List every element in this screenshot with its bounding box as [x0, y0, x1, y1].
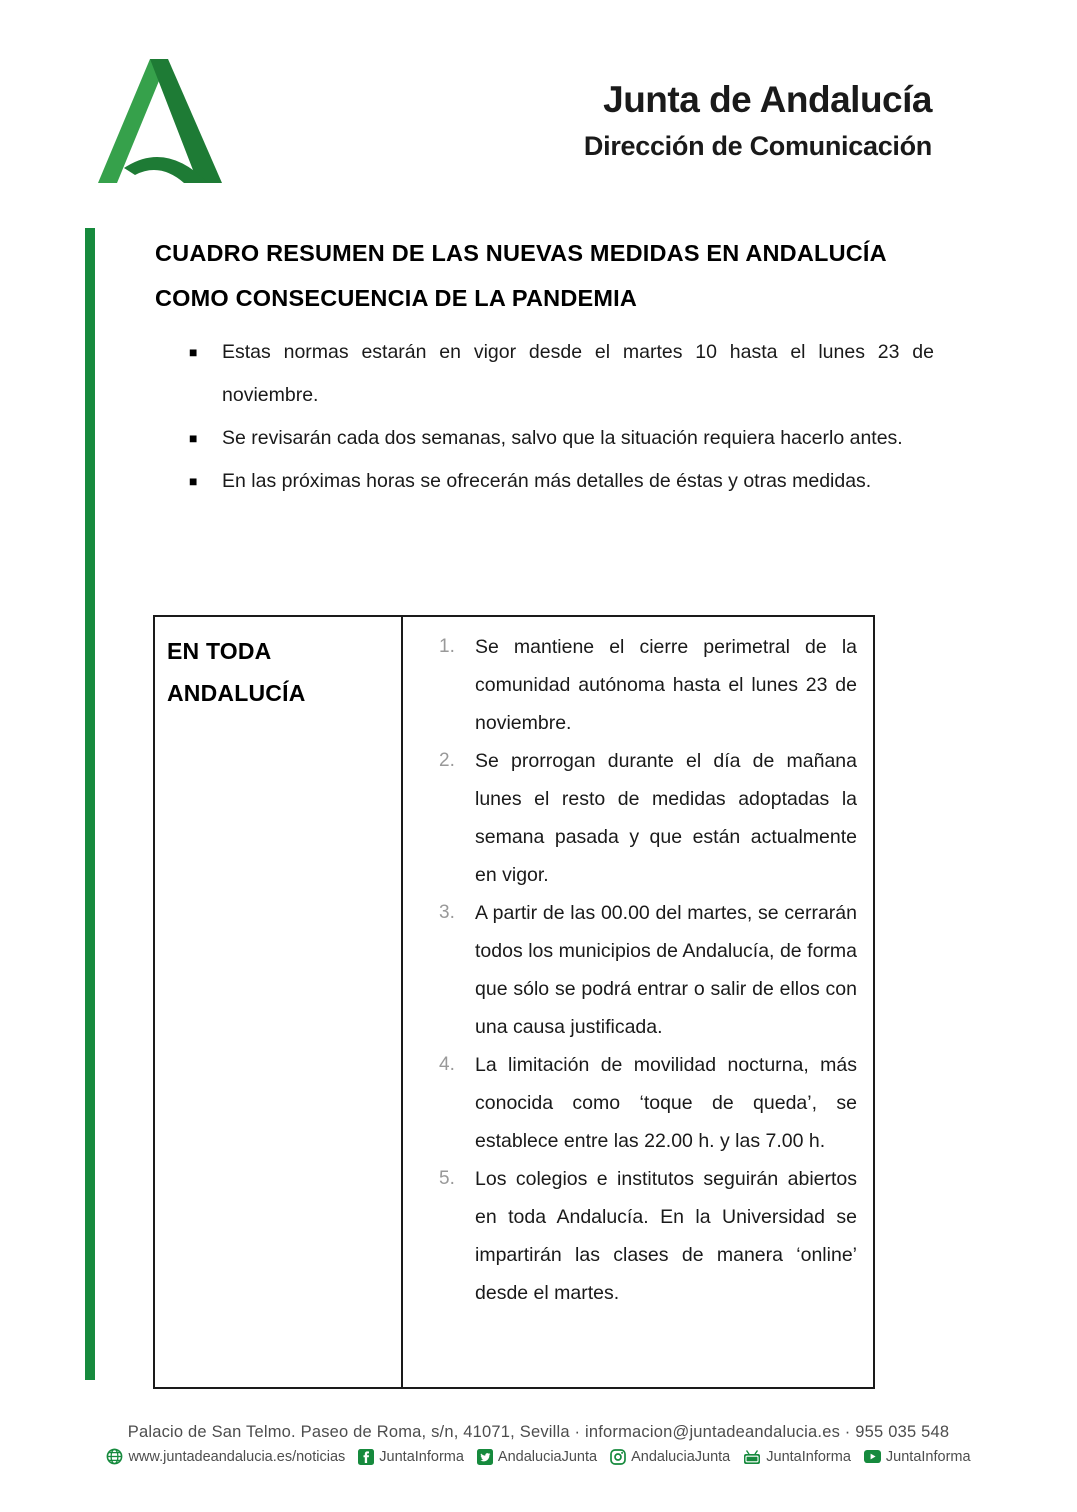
footer-link-twitter[interactable]: [477, 1449, 597, 1465]
measure-item: [439, 628, 857, 742]
contact-line: Palacio de San Telmo. Paseo de Roma, s/n, 41071, Sevilla · informacion@juntadeandalucia.es · 955 035 548: [127, 1423, 950, 1441]
globe-icon: [106, 1448, 123, 1465]
org-name: Junta de Andalucía: [603, 79, 932, 120]
footer-link-label: JuntaInforma: [885, 1448, 971, 1465]
bullet-item: [189, 331, 934, 417]
twitter-icon: [477, 1449, 493, 1465]
measure-text: Los colegios e institutos seguirán abiertos en toda Andalucía. En la Universidad se impartirán las clases de manera ‘online’ desde el martes.: [475, 1168, 857, 1304]
org-header: [584, 78, 932, 164]
footer-link-label: www.juntadeandalucia.es/noticias: [128, 1448, 346, 1465]
org-department: Dirección de Comunicación: [583, 131, 932, 161]
footer-link-instagram[interactable]: [610, 1449, 730, 1465]
footer-link-youtube[interactable]: [864, 1449, 971, 1465]
footer-link-label: JuntaInforma: [379, 1448, 464, 1465]
footer-link-label: AndaluciaJunta: [497, 1448, 598, 1465]
bullet-item: [189, 460, 934, 503]
tv-icon: [743, 1449, 761, 1465]
footer-link-tv[interactable]: [743, 1449, 851, 1465]
measure-text: Se mantiene el cierre perimetral de la comunidad autónoma hasta el lunes 23 de noviembre.: [475, 636, 857, 734]
bullet-list: [189, 331, 934, 503]
instagram-icon: [610, 1449, 626, 1465]
footer-link-label: JuntaInforma: [766, 1448, 851, 1465]
bullet-text: Se revisarán cada dos semanas, salvo que la situación requiera hacerlo antes.: [222, 427, 903, 449]
square-bullet-icon: ■: [189, 430, 198, 446]
page-title-line2: COMO CONSECUENCIA DE LA PANDEMIA: [155, 285, 638, 311]
measure-item: [439, 894, 857, 1046]
footer-link-label: AndaluciaJunta: [631, 1448, 731, 1465]
measure-text: Se prorrogan durante el día de mañana lunes el resto de medidas adoptadas la semana pasada y que están actualmente en vigor.: [475, 750, 857, 886]
measure-item: [439, 1046, 857, 1160]
junta-de-andalucia-logo-icon: [88, 56, 252, 186]
page-title-line1: CUADRO RESUMEN DE LAS NUEVAS MEDIDAS EN ANDALUCÍA: [155, 240, 887, 266]
footer-link-facebook[interactable]: [358, 1449, 464, 1465]
measure-number: 3.: [439, 902, 455, 923]
facebook-icon: [358, 1449, 374, 1465]
bullet-text: En las próximas horas se ofrecerán más detalles de éstas y otras medidas.: [222, 470, 872, 492]
bullet-text: Estas normas estarán en vigor desde el martes 10 hasta el lunes 23 de noviembre.: [222, 341, 934, 406]
page-title: [155, 231, 975, 321]
region-cell: [155, 617, 403, 1387]
region-label: EN TODA ANDALUCÍA: [167, 638, 306, 706]
measure-text: La limitación de movilidad nocturna, más conocida como ‘toque de queda’, se establece entre las 22.00 h. y las 7.00 h.: [475, 1054, 857, 1152]
measure-item: [439, 742, 857, 894]
footer: [0, 1421, 1077, 1465]
measures-table: [153, 615, 875, 1389]
measures-cell: [403, 617, 873, 1387]
measure-number: 1.: [439, 636, 455, 657]
measure-item: [439, 1160, 857, 1312]
bullet-item: [189, 417, 934, 460]
square-bullet-icon: ■: [189, 344, 198, 360]
youtube-icon: [864, 1450, 881, 1463]
footer-links: [0, 1448, 1077, 1465]
measure-number: 4.: [439, 1054, 455, 1075]
measure-number: 5.: [439, 1168, 455, 1189]
measure-text: A partir de las 00.00 del martes, se cerrarán todos los municipios de Andalucía, de forma que sólo se podrá entrar o salir de ellos con una causa justificada.: [475, 902, 857, 1038]
footer-link-website[interactable]: [106, 1448, 345, 1465]
measure-number: 2.: [439, 750, 455, 771]
square-bullet-icon: ■: [189, 473, 198, 489]
green-accent-bar: [85, 228, 95, 1380]
